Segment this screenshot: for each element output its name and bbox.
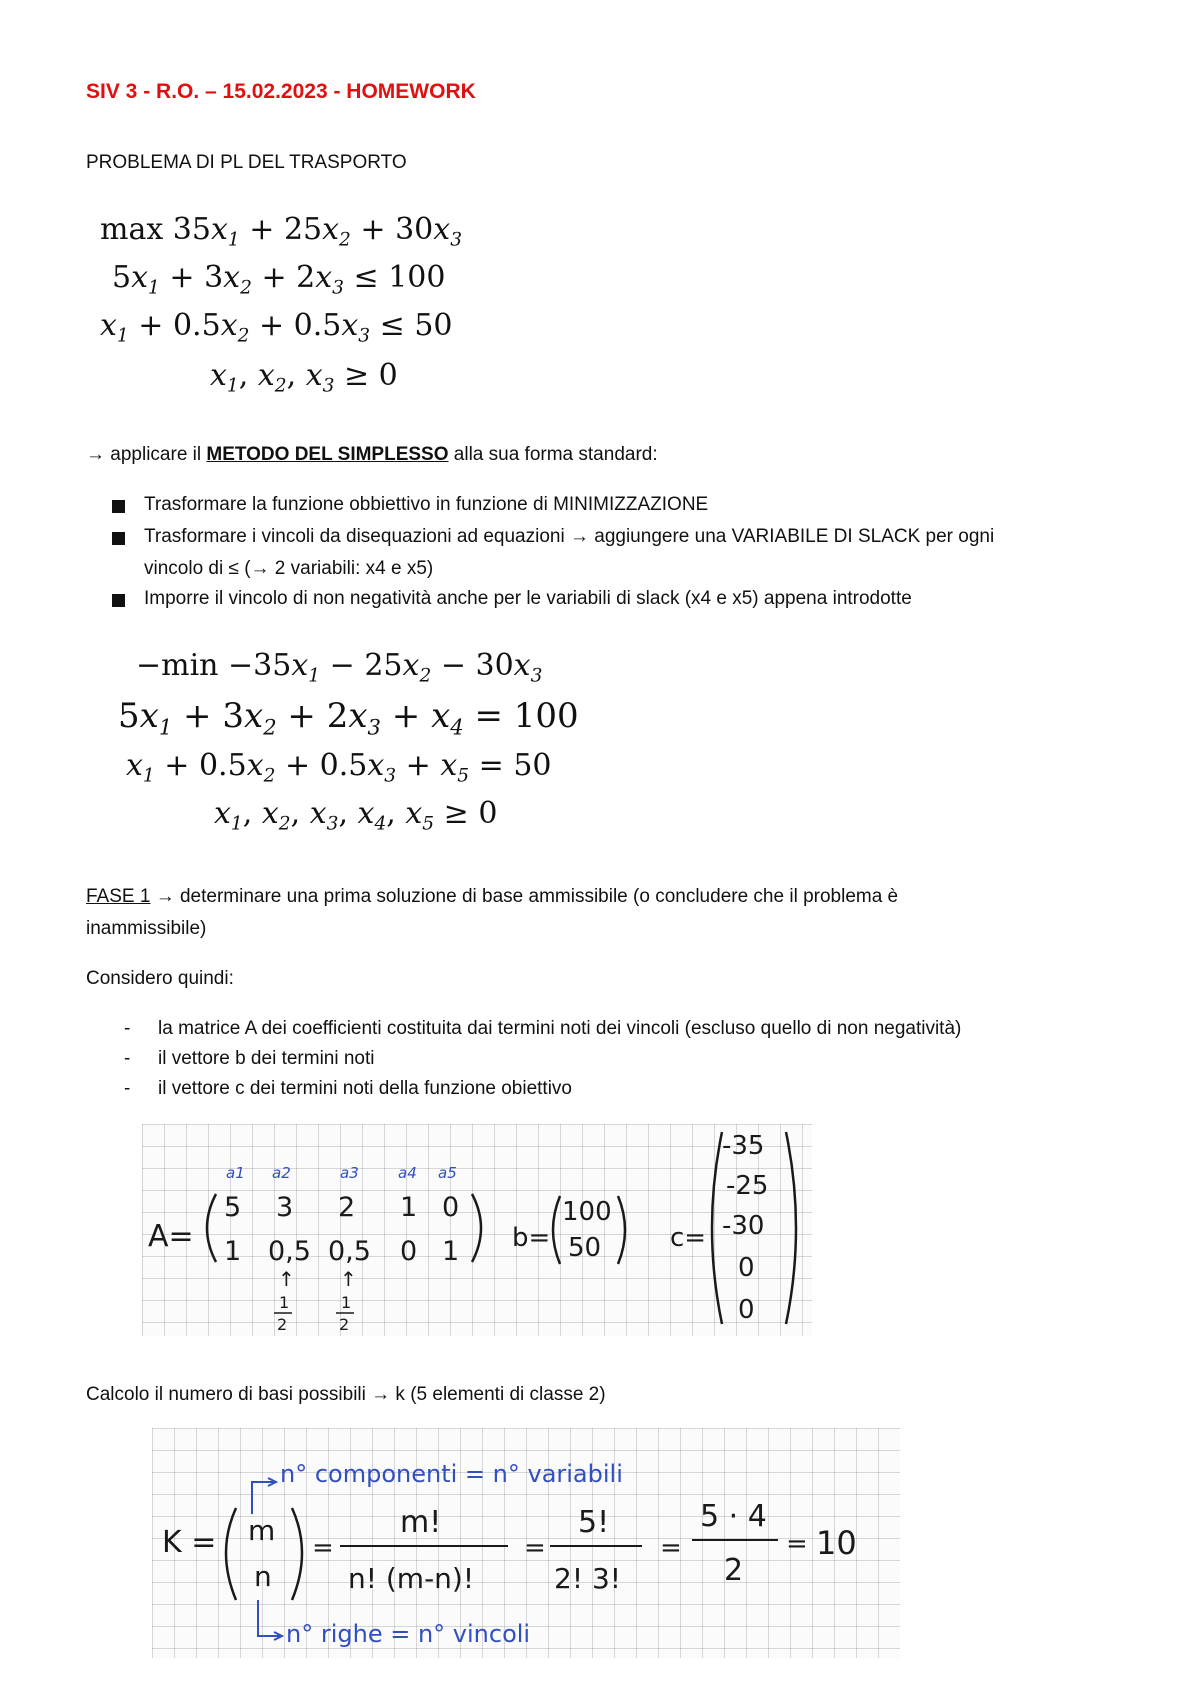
vector-c-label: c= xyxy=(670,1223,707,1253)
binomial-right-bracket xyxy=(292,1508,302,1600)
lp-nonneg: $x_1$, $x_2$, $x_3 \ge 0$ xyxy=(210,358,398,397)
column-label: a3 xyxy=(340,1164,359,1182)
fase1-text-cont: inammissibile) xyxy=(86,918,207,939)
std-nonneg: $x_1$, $x_2$, $x_3$, $x_4$, $x_5 \ge 0$ xyxy=(214,796,498,835)
lp-objective: $\max 35x_1 + 25x_2 + 30x_3$ xyxy=(100,212,463,251)
dash-bullet: - xyxy=(124,1048,131,1069)
bullet-item xyxy=(144,526,994,548)
vector-b-cell: 50 xyxy=(568,1233,602,1263)
lp-constraint-2: $x_1 + 0.5x_2 + 0.5x_3 \le 50$ xyxy=(100,308,453,347)
binomial-left-bracket xyxy=(226,1508,236,1600)
std-objective: $-\min -35x_1 - 25x_2 - 30x_3$ xyxy=(136,648,543,687)
subtitle: PROBLEMA DI PL DEL TRASPORTO xyxy=(86,152,407,173)
vector-b-cell: 100 xyxy=(562,1197,612,1227)
list-item: il vettore b dei termini noti xyxy=(158,1048,375,1069)
fase1-text: determinare una prima soluzione di base ammissibile (o concludere che il problema è xyxy=(174,886,899,907)
vector-c-right-bracket xyxy=(786,1132,796,1324)
vector-b-right-bracket xyxy=(618,1196,625,1264)
matrix-cell: 1 xyxy=(400,1192,418,1223)
matrix-a-label: A= xyxy=(148,1219,194,1254)
intro-post: alla sua forma standard: xyxy=(448,444,658,465)
annotation-top: n° componenti = n° variabili xyxy=(280,1460,623,1488)
column-label: a5 xyxy=(438,1164,457,1182)
considero-heading: Considero quindi: xyxy=(86,968,234,989)
document-title: SIV 3 - R.O. – 15.02.2023 - HOMEWORK xyxy=(86,80,476,103)
fraction-2-denominator: 2! 3! xyxy=(554,1562,621,1595)
bullet-text: Trasformare i vincoli da disequazioni ad equazioni xyxy=(144,526,570,547)
half-numerator: 1 xyxy=(341,1293,352,1312)
calcolo-line xyxy=(86,1384,606,1406)
bullet-item: Trasformare la funzione obbiettivo in funzione di MINIMIZZAZIONE xyxy=(144,494,709,515)
bullet-text: aggiungere una VARIABILE DI SLACK per ogni xyxy=(588,526,995,547)
handwritten-matrices-image xyxy=(142,1124,812,1336)
annotation-bottom: n° righe = n° vincoli xyxy=(286,1620,531,1648)
k-label: K = xyxy=(162,1525,217,1560)
calcolo-post: k (5 elementi di classe 2) xyxy=(390,1384,606,1405)
matrix-cell: 2 xyxy=(338,1192,356,1223)
fase1-line xyxy=(86,886,898,908)
matrix-a-left-bracket xyxy=(207,1194,216,1262)
std-constraint-1: $5x_1 + 3x_2 + 2x_3 + x_4 = 100$ xyxy=(118,696,579,740)
vector-b-label: b= xyxy=(512,1223,551,1253)
arrow-icon: → xyxy=(371,1384,391,1405)
dash-bullet: - xyxy=(124,1078,131,1099)
matrix-cell: 0 xyxy=(400,1236,418,1267)
bullet-item-cont xyxy=(144,558,433,580)
list-item: la matrice A dei coefficienti costituita dai termini noti dei vincoli (escluso quello di non negatività) xyxy=(158,1018,962,1039)
dash-bullet: - xyxy=(124,1018,131,1039)
std-constraint-2: $x_1 + 0.5x_2 + 0.5x_3 + x_5 = 50$ xyxy=(126,748,552,787)
matrix-a-right-bracket xyxy=(472,1194,481,1262)
fase1-label: FASE 1 xyxy=(86,886,151,907)
fraction-2-numerator: 5! xyxy=(578,1505,610,1540)
vector-c-left-bracket xyxy=(712,1132,722,1324)
vector-c-cell: 0 xyxy=(738,1253,755,1283)
bullet-square-icon xyxy=(112,500,125,513)
bullet-square-icon xyxy=(112,532,125,545)
matrix-cell: 3 xyxy=(276,1192,294,1223)
matrix-cell: 0,5 xyxy=(268,1236,311,1267)
annotation-arrow-top xyxy=(252,1482,274,1514)
arrow-icon: → xyxy=(155,886,175,907)
arrow-icon: → xyxy=(86,444,105,465)
vector-c-cell: -25 xyxy=(726,1171,769,1201)
annotation-arrow-bottom xyxy=(258,1600,280,1636)
matrix-cell: 5 xyxy=(224,1192,242,1223)
binomial-n: n xyxy=(254,1560,272,1593)
fraction-3-numerator: 5 · 4 xyxy=(700,1499,767,1534)
arrow-icon: → xyxy=(569,526,589,547)
column-label: a4 xyxy=(398,1164,417,1182)
fraction-1-denominator: n! (m-n)! xyxy=(348,1562,475,1595)
calcolo-pre: Calcolo il numero di basi possibili xyxy=(86,1384,372,1405)
vector-c-cell: -30 xyxy=(722,1211,765,1241)
matrix-cell: 0,5 xyxy=(328,1236,371,1267)
vector-c-cell: 0 xyxy=(738,1295,755,1325)
arrow-up-icon: ↑ xyxy=(340,1267,357,1291)
matrix-cell: 1 xyxy=(224,1236,242,1267)
lp-constraint-1: $5x_1 + 3x_2 + 2x_3 \le 100$ xyxy=(112,260,446,299)
binomial-svg xyxy=(152,1428,900,1658)
fraction-3-denominator: 2 xyxy=(724,1553,744,1588)
intro-line xyxy=(86,444,658,466)
handwritten-binomial-image xyxy=(152,1428,900,1658)
binomial-m: m xyxy=(248,1514,276,1547)
intro-pre: applicare il xyxy=(110,444,207,465)
bullet-item: Imporre il vincolo di non negatività anche per le variabili di slack (x4 e x5) appena introdotte xyxy=(144,588,912,609)
equals-sign: = xyxy=(312,1533,334,1563)
bullet-text: vincolo di ≤ ( xyxy=(144,558,251,579)
intro-method: METODO DEL SIMPLESSO xyxy=(206,444,449,465)
bullet-text: 2 variabili: x4 e x5) xyxy=(269,558,434,579)
result-value: 10 xyxy=(816,1524,857,1562)
list-item: il vettore c dei termini noti della funzione obiettivo xyxy=(158,1078,573,1099)
equals-sign: = xyxy=(660,1533,682,1563)
matrix-cell: 1 xyxy=(442,1236,460,1267)
equals-sign: = xyxy=(786,1529,808,1559)
half-numerator: 1 xyxy=(279,1293,290,1312)
half-denominator: 2 xyxy=(339,1315,350,1334)
arrow-up-icon: ↑ xyxy=(278,1267,295,1291)
matrix-cell: 0 xyxy=(442,1192,460,1223)
equals-sign: = xyxy=(524,1533,546,1563)
bullet-square-icon xyxy=(112,594,125,607)
vector-c-cell: -35 xyxy=(722,1131,765,1161)
column-label: a2 xyxy=(272,1164,291,1182)
fraction-1-numerator: m! xyxy=(400,1505,442,1540)
arrow-icon: → xyxy=(250,558,270,579)
half-denominator: 2 xyxy=(277,1315,288,1334)
vector-b-left-bracket xyxy=(553,1196,560,1264)
matrices-svg xyxy=(142,1124,812,1336)
column-label: a1 xyxy=(226,1164,245,1182)
